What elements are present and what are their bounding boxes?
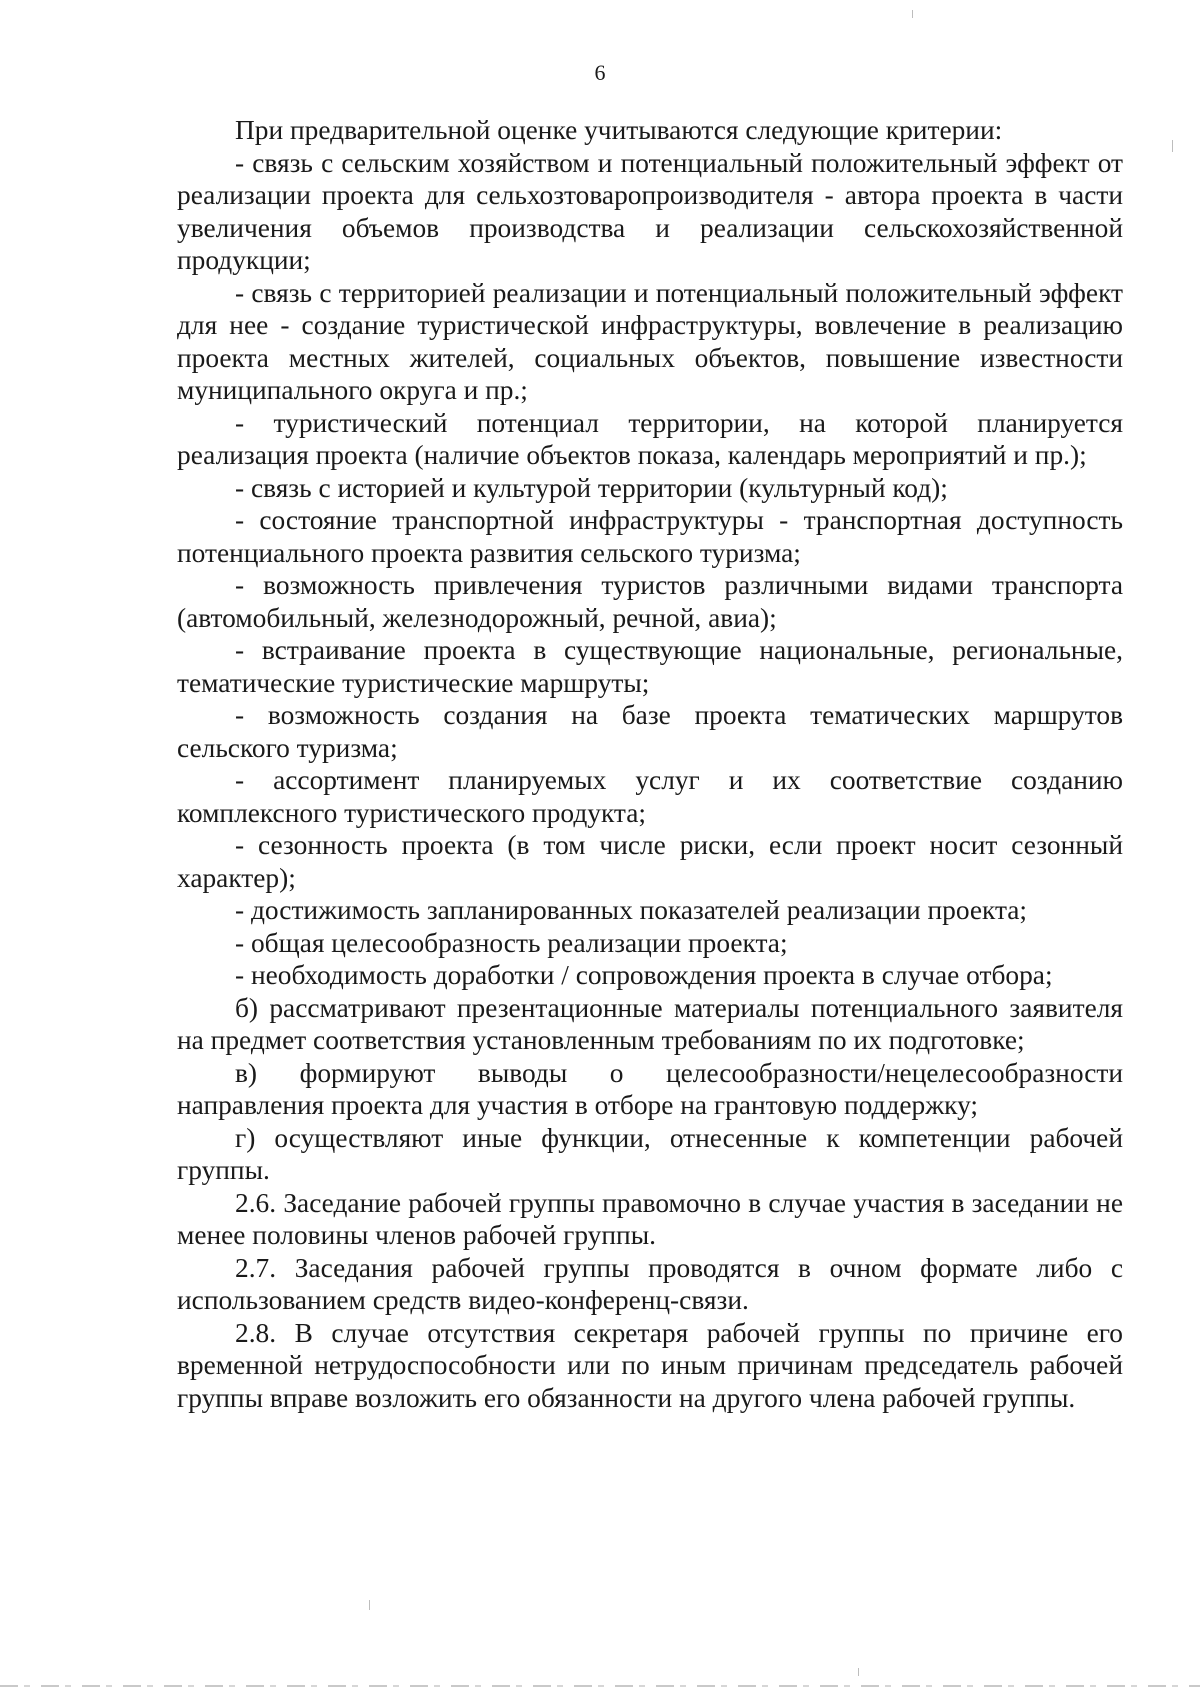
criterion-route-integration: - встраивание проекта в существующие национальные, региональные, тематические туристические маршруты; (177, 635, 1123, 698)
criterion-agriculture-link: - связь с сельским хозяйством и потенциальный положительный эффект от реализации проекта для сельхозтоваропроизводителя - автора проекта в части увеличения объемов производства и реализации сельскохозяйственной продукции; (177, 147, 1123, 275)
scan-speck (912, 10, 913, 18)
document-body (177, 114, 1123, 1414)
paragraph-criteria-intro: При предварительной оценке учитываются следующие критерии: (235, 115, 1003, 145)
scan-speck (858, 1668, 859, 1676)
criterion-transport-modes: - возможность привлечения туристов различными видами транспорта (автомобильный, железнодорожный, речной, авиа); (177, 570, 1123, 633)
criterion-service-range: - ассортимент планируемых услуг и их соответствие созданию комплексного туристического продукта; (177, 765, 1123, 828)
scan-speck (1172, 140, 1173, 152)
criterion-transport-infrastructure: - состояние транспортной инфраструктуры - транспортная доступность потенциального проекта развития сельского туризма; (177, 505, 1123, 568)
criterion-history-culture: - связь с историей и культурой территории (культурный код); (235, 472, 948, 503)
item-g-other-functions: г) осуществляют иные функции, отнесенные к компетенции рабочей группы. (177, 1122, 1123, 1185)
clause-2-7: 2.7. Заседания рабочей группы проводятся в очном формате либо с использованием средств видео-конференц-связи. (177, 1252, 1123, 1315)
page-number: 6 (594, 60, 606, 85)
criterion-tourism-potential: - туристический потенциал территории, на которой планируется реализация проекта (наличие объектов показа, календарь мероприятий и пр.); (177, 407, 1123, 470)
criterion-expediency: - общая целесообразность реализации проекта; (235, 927, 788, 958)
criterion-seasonality: - сезонность проекта (в том числе риски, если проект носит сезонный характер); (177, 830, 1123, 893)
scan-edge-strip (0, 1685, 1200, 1687)
criterion-indicators: - достижимость запланированных показателей реализации проекта; (235, 895, 1028, 925)
criterion-thematic-routes: - возможность создания на базе проекта тематических маршрутов сельского туризма; (177, 700, 1123, 763)
item-v-conclusions: в) формируют выводы о целесообразности/нецелесообразности направления проекта для участия в отборе на грантовую поддержку; (177, 1057, 1123, 1120)
clause-2-6: 2.6. Заседание рабочей группы правомочно в случае участия в заседании не менее половины членов рабочей группы. (177, 1187, 1123, 1250)
criterion-territory-link: - связь с территорией реализации и потенциальный положительный эффект для нее - создание туристической инфраструктуры, вовлечение в реализацию проекта местных жителей, социальных объектов, повышение известности муниципального округа и пр.; (177, 277, 1123, 405)
item-b-presentations: б) рассматривают презентационные материалы потенциального заявителя на предмет соответствия установленным требованиям по их подготовке; (177, 992, 1123, 1055)
criterion-support-need: - необходимость доработки / сопровождения проекта в случае отбора; (235, 960, 1053, 990)
clause-2-8: 2.8. В случае отсутствия секретаря рабочей группы по причине его временной нетрудоспособности или по иным причинам председатель рабочей группы вправе возложить его обязанности на другого члена рабочей группы. (177, 1317, 1123, 1413)
scan-speck (369, 1600, 370, 1610)
